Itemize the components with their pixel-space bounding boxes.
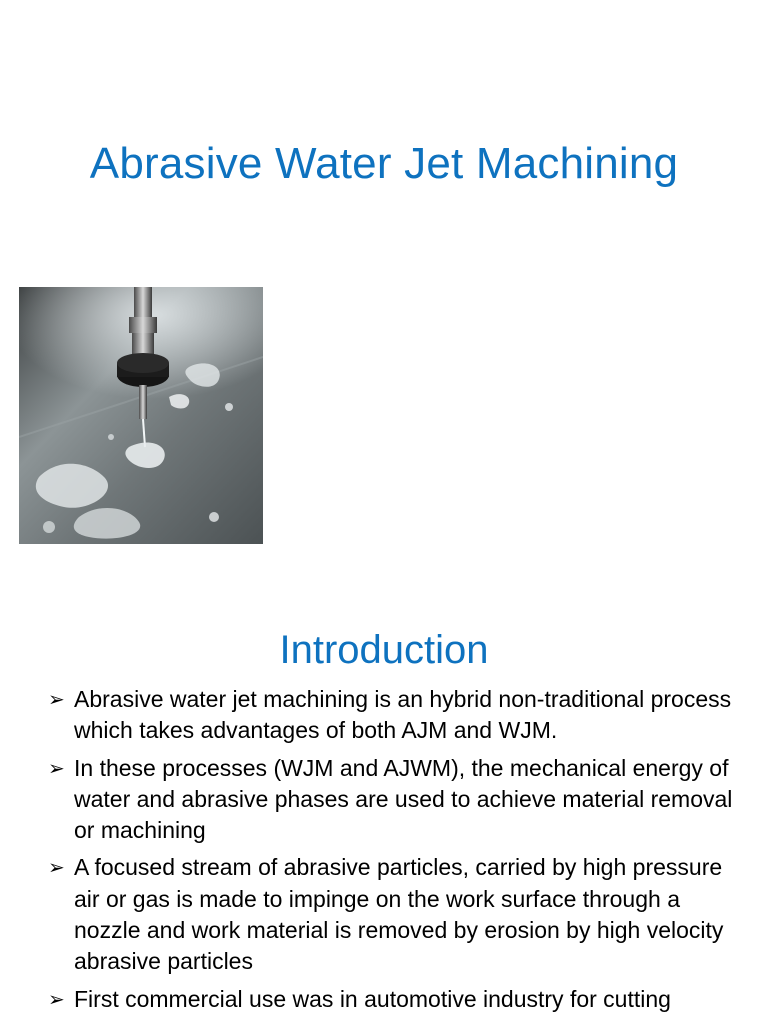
arrow-bullet-icon: ➢ xyxy=(48,689,65,711)
arrow-bullet-icon: ➢ xyxy=(48,857,65,880)
bullet-text: First commercial use was in automotive industry for cutting xyxy=(74,985,671,1012)
bullet-item xyxy=(48,852,748,977)
bullet-item xyxy=(48,984,748,1015)
waterjet-nozzle-photo-icon xyxy=(19,287,263,544)
bullet-item xyxy=(48,684,748,747)
bullet-list xyxy=(48,684,748,1021)
bullet-item xyxy=(48,753,748,847)
bullet-text: A focused stream of abrasive particles, carried by high pressure air or gas is made to impinge on the work surface through a nozzle and work material is removed by erosion by high velocity abrasive particles xyxy=(74,854,724,975)
arrow-bullet-icon: ➢ xyxy=(48,757,65,780)
bullet-text: Abrasive water jet machining is an hybrid non-traditional process which takes advantages of both AJM and WJM. xyxy=(74,686,732,744)
bullet-text: In these processes (WJM and AJWM), the mechanical energy of water and abrasive phases are used to achieve material removal or machining xyxy=(74,754,733,844)
section-title: Introduction xyxy=(279,628,489,672)
slide-title: Abrasive Water Jet Machining xyxy=(89,139,679,188)
arrow-bullet-icon: ➢ xyxy=(48,988,65,1011)
